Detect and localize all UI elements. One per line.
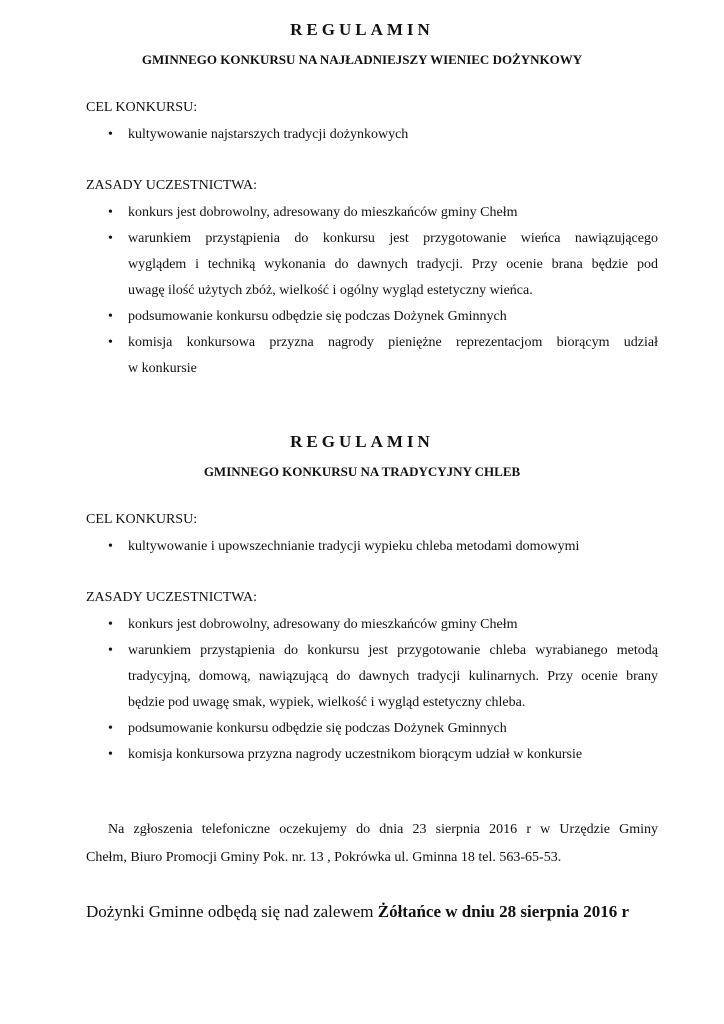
notice-line: Chełm, Biuro Promocji Gminy Pok. nr. 13 , Pokrówka ul. Gminna 18 tel. 563-65-53. (86, 850, 562, 865)
section1-rule-item-cont: uwagę ilość użytych zbóż, wielkość i ogólny wygląd estetyczny wieńca. (128, 283, 533, 298)
section1-goal-item: kultywowanie najstarszych tradycji dożynkowych (128, 127, 409, 142)
section2-rule-item: konkurs jest dobrowolny, adresowany do mieszkańców gminy Chełm (128, 617, 518, 632)
section1-subtitle: GMINNEGO KONKURSU NA NAJŁADNIEJSZY WIENIEC DOŻYNKOWY (141, 52, 583, 67)
section2-subtitle: GMINNEGO KONKURSU NA TRADYCYJNY CHLEB (203, 464, 521, 479)
section1-rule-item: warunkiem przystąpienia do konkursu jest przygotowanie wieńca nawiązującego (128, 231, 658, 246)
section1-rules-heading: ZASADY UCZESTNICTWA: (86, 178, 257, 193)
section2-rule-item-cont: tradycyjną, domową, nawiązującą do dawnych tradycji kulinarnych. Przy ocenie brany (128, 669, 658, 684)
section2-rule-item: warunkiem przystąpienia do konkursu jest przygotowanie chleba wyrabianego metodą (128, 643, 658, 658)
bullet-icon: • (108, 539, 113, 554)
section2-rule-item: komisja konkursowa przyzna nagrody uczestnikom biorącym udział w konkursie (128, 747, 583, 762)
section1-title: REGULAMIN (290, 20, 434, 39)
section1-goal-heading: CEL KONKURSU: (86, 100, 198, 115)
section2-rule-item: podsumowanie konkursu odbędzie się podczas Dożynek Gminnych (128, 721, 507, 736)
closing-line (86, 902, 629, 922)
closing-text: Dożynki Gminne odbędą się nad zalewem (86, 902, 378, 921)
section1-rule-item: konkurs jest dobrowolny, adresowany do mieszkańców gminy Chełm (128, 205, 518, 220)
section1-rule-item-cont: w konkursie (128, 361, 197, 376)
section1-rule-item: podsumowanie konkursu odbędzie się podczas Dożynek Gminnych (128, 309, 507, 324)
notice-line: Na zgłoszenia telefoniczne oczekujemy do dnia 23 sierpnia 2016 r w Urzędzie Gminy (108, 822, 658, 837)
bullet-icon: • (108, 617, 113, 632)
section2-rules-heading: ZASADY UCZESTNICTWA: (86, 590, 257, 605)
section1-rule-item-cont: wyglądem i techniką wykonania do dawnych tradycji. Przy ocenie brana będzie pod (128, 257, 658, 272)
bullet-icon: • (108, 747, 113, 762)
section2-goal-item: kultywowanie i upowszechnianie tradycji wypieku chleba metodami domowymi (128, 539, 580, 554)
closing-emphasis: Żółtańce w dniu 28 sierpnia 2016 r (377, 902, 629, 921)
section2-goal-heading: CEL KONKURSU: (86, 512, 198, 527)
bullet-icon: • (108, 721, 113, 736)
bullet-icon: • (108, 335, 113, 350)
bullet-icon: • (108, 127, 113, 142)
section2-title: REGULAMIN (290, 432, 434, 451)
bullet-icon: • (108, 231, 113, 246)
section1-rule-item: komisja konkursowa przyzna nagrody pieniężne reprezentacjom biorącym udział (128, 335, 658, 350)
bullet-icon: • (108, 643, 113, 658)
section2-rule-item-cont: będzie pod uwagę smak, wypiek, wielkość i wygląd estetyczny chleba. (128, 695, 526, 710)
bullet-icon: • (108, 205, 113, 220)
bullet-icon: • (108, 309, 113, 324)
